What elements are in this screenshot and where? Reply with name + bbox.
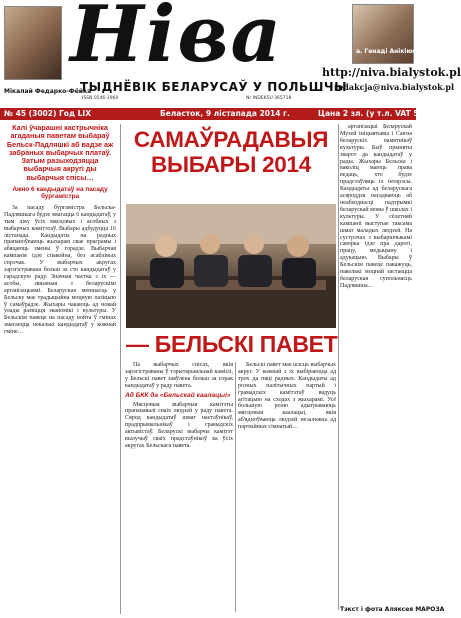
portrait-right-photo [352, 4, 417, 64]
column-divider [235, 362, 236, 612]
middle-paragraph-1: Па выбарчых спісах, якія зарэгістраваны ў тэрытарыяльнай камісіі, у Бельскі павет заяўлена больш за сорак кандыдатаў у раду павета. [125, 362, 233, 389]
main-photo-figures [126, 204, 336, 328]
newspaper-subtitle: ТЫДНЁВІК БЕЛАРУСАЎ У ПОЛЬШЧЫ [80, 80, 348, 94]
right-photo-caption: а. Генаді Анікіюк [356, 48, 417, 55]
right-column [340, 124, 412, 604]
website-url[interactable]: http://niva.bialystok.pl [322, 66, 461, 79]
left-article-body [4, 205, 116, 336]
newspaper-logo: Ніва [70, 0, 284, 80]
issn-left: Nr INDEKSU 365718 [246, 96, 292, 101]
masthead [0, 0, 461, 108]
middle-column-1 [125, 362, 233, 614]
main-photo [126, 204, 336, 328]
left-column [4, 124, 116, 614]
issn-center: ISSN 0546-1960 [82, 96, 119, 101]
middle-article-body [125, 362, 233, 450]
column-divider [120, 124, 121, 614]
lead-subtext: Ажно 6 кандыдатаў на пасаду бургамістра [12, 186, 108, 201]
column-divider [338, 124, 339, 610]
left-photo-caption: Мікалай Федарко-Фёйка [4, 88, 92, 95]
left-article-paragraph: За пасаду бургамістра Бельска-Падляшкага будзе змагацца 6 кандыдатаў, у тым ліку ўсіх мясцовых і асобных з выбарчых камітэтаў. Выбары адбудуцца 16 лістапада. Кандыдаты на радных прапаноўваюць жыхарам свае праграмы і абяцаюць змены ў горадзе. Выбарчая кампанія ідзе спакойна, без асаблівых спрэчак. У выбарчых акругах зарэгістравана больш за сто кандыдатаў у гарадскую раду. Значная частка з іх — асобы, звязаныя з беларускімі арганізацыямі. Беларуская меншасць у Бельску мае традыцыйна моцную пазіцыю ў самаўрадзе. Жыхары чакаюць ад новай улады развіцця эканомікі і культуры. У Бельскім павеце на пасаду войта ў гмінах змагаецца некалькі кандыдатаў у кожнай гміне… [4, 204, 116, 336]
issue-price: Цана 2 зл. (у т.л. VAT 5%) [318, 109, 430, 118]
middle-article-body-2 [238, 362, 336, 431]
issue-info-bar [0, 108, 430, 120]
middle-paragraph-3: Бельскі павет мае шэсць выбарчых акруг. У кожнай з іх выбіраюцца ад трох да пяці радных. Кандыдаты ад розных палітычных партый і грамадскіх камітэтаў вядуць агітацыю на сходах з жыхарамі. Усё большую ролю адыгрываюць мясцовыя каалацыі, якія аб'ядноўваюць людзей незалежна ад партыйных сімпатый… [238, 362, 336, 431]
portrait-left-photo [4, 6, 62, 80]
contact-email[interactable]: redakcja@niva.bialystok.pl [334, 82, 455, 92]
middle-paragraph-2: Мясцовыя выбарчыя камітэты прапанавалі сваіх людзей у раду павета. Сярод кандыдатаў шмат настаўнікаў, прадпрымальнікаў і грамадскіх актывістаў. Беларускі выбарчы камітэт вылучыў сваіх прадстаўнікоў ва ўсіх акругах Бельскага павета. [125, 401, 233, 449]
issue-place-date: Беласток, 9 лістапада 2014 г. [160, 109, 290, 118]
headline-top: САМАЎРАДАВЫЯ ВЫБАРЫ 2014 [133, 127, 329, 177]
headline-bottom: — БЕЛЬСКІ ПАВЕТ [126, 331, 338, 357]
right-paragraph: арганізацыі Беларускай Музей ініцыятывы і Саюза беларускіх памятнікаў культуры. Быў прыняты зварот да кандыдатаў у рады. Жыхары Бельска і ваколіц маюць права ведаць, хто будзе прадстаўляць іх інтарэсы. Кандыдаты ад беларускага асяроддзя нагадваюць аб неабходнасці падтрымкі беларускай мовы ў школах і культуры. У сёлетняй кампаніі выступае таксама шмат маладых людзей. На сустрэчах з выбаршчыкамі гаворка ідзе пра дарогі, працу, медыцыну і адукацыю. Выбары ў Бельскім павеце пакажуць, наколькі моцнай застаецца беларуская супольнасць Падляшша… [340, 124, 412, 289]
middle-column-2 [238, 362, 336, 614]
photo-credit: Тэкст і фота Аляксея МАРОЗА [340, 606, 445, 613]
middle-subhead: Ад БКК да «Бельскай каалацыі» [125, 391, 231, 399]
lead-text: Калі ўчарашні кастрычніка агаданыя паветам выбараў Бельск-Падляшкі аб вадзе аж забраных выбарчых платаў. Затым разыходзяцца выбарчыя акругі ды выбарчыя спісы… [6, 123, 114, 182]
issue-number: № 45 (3002) Год LIX [4, 109, 91, 118]
right-article-body [340, 124, 412, 290]
